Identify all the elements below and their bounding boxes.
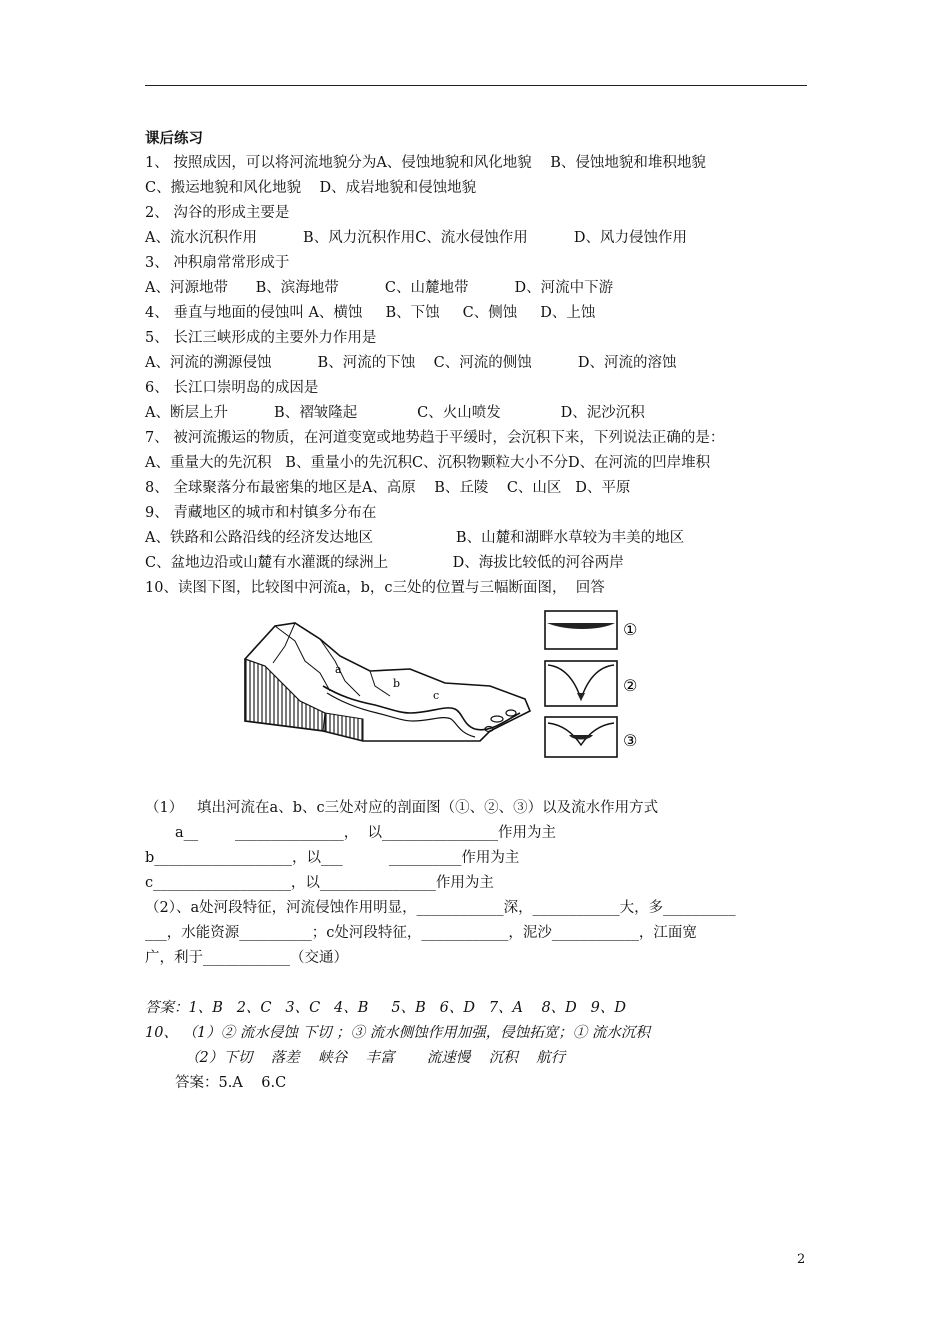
cross-section-1	[545, 611, 617, 649]
header-rule	[145, 85, 807, 86]
question-line: 8、 全球聚落分布最密集的地区是A、高原 B、丘陵 C、山区 D、平原	[145, 480, 631, 496]
question-line: 10、读图下图，比较图中河流a，b，c三处的位置与三幅断面图， 回答	[145, 580, 605, 596]
q10-a-line: a__ _______________， 以________________作用为主	[175, 825, 556, 841]
section-label-1: ①	[623, 620, 638, 639]
q10-b-line: b___________________，以___ __________作用为主	[145, 850, 520, 866]
question-line: A、流水沉积作用 B、风力沉积作用C、流水侵蚀作用 D、风力侵蚀作用	[145, 230, 688, 246]
question-line: 6、 长江口崇明岛的成因是	[145, 380, 319, 396]
question-line: C、搬运地貌和风化地貌 D、成岩地貌和侵蚀地貌	[145, 180, 477, 196]
q10-part2-line: ___，水能资源__________；c处河段特征，____________，泥沙____________，江面宽	[145, 925, 697, 941]
question-line: 2、 沟谷的形成主要是	[145, 205, 290, 221]
q10-part2-line: 广，利于____________（交通）	[145, 950, 348, 966]
question-line: 1、 按照成因，可以将河流地貌分为A、侵蚀地貌和风化地貌 B、侵蚀地貌和堆积地貌	[145, 155, 706, 171]
cross-section-2	[545, 661, 617, 706]
terrain-block	[245, 623, 530, 741]
question-line: A、河流的溯源侵蚀 B、河流的下蚀 C、河流的侧蚀 D、河流的溶蚀	[145, 355, 677, 371]
q10-c-line: c___________________，以________________作用为主	[145, 875, 494, 891]
q10-part2-line: （2）、a处河段特征，河流侵蚀作用明显，____________深，____________大，多__________	[145, 900, 736, 916]
answer-line: 答案：5.A 6.C	[175, 1075, 287, 1091]
spacer	[145, 971, 810, 996]
cross-section-3	[545, 717, 617, 757]
answer-line: 答案：1、B 2、C 3、C 4、B 5、B 6、D 7、A 8、D 9、D	[145, 1000, 626, 1016]
question-line: 4、 垂直与地面的侵蚀叫 A、横蚀 B、下蚀 C、侧蚀 D、上蚀	[145, 305, 596, 321]
section-heading: 课后练习	[145, 130, 203, 147]
answer-line: 10、 （1）② 流水侵蚀 下切 ；③ 流水侧蚀作用加强，侵蚀拓宽；① 流水沉积	[145, 1025, 650, 1041]
question-line: A、重量大的先沉积 B、重量小的先沉积C、沉积物颗粒大小不分D、在河流的凹岸堆积	[145, 455, 711, 471]
q10-intro: （1） 填出河流在a、b、c三处对应的剖面图（①、②、③）以及流水作用方式	[145, 800, 659, 816]
question-line: A、河源地带 B、滨海地带 C、山麓地带 D、河流中下游	[145, 280, 614, 296]
question-line: 9、 青藏地区的城市和村镇多分布在	[145, 505, 377, 521]
river-diagram	[145, 601, 810, 796]
river-figure	[145, 601, 810, 796]
answer-line: （2）下切 落差 峡谷 丰富 流速慢 沉积 航行	[185, 1050, 566, 1066]
section-label-3: ③	[623, 731, 638, 750]
label-b: b	[393, 677, 401, 690]
question-line: 5、 长江三峡形成的主要外力作用是	[145, 330, 377, 346]
question-line: 3、 冲积扇常常形成于	[145, 255, 290, 271]
question-line: A、铁路和公路沿线的经济发达地区 B、山麓和湖畔水草较为丰美的地区	[145, 530, 685, 546]
page-number: 2	[797, 1252, 806, 1267]
label-c: c	[433, 689, 440, 702]
question-line: A、断层上升 B、褶皱隆起 C、火山喷发 D、泥沙沉积	[145, 405, 645, 421]
question-line: C、盆地边沿或山麓有水灌溉的绿洲上 D、海拔比较低的河谷两岸	[145, 555, 624, 571]
section-label-2: ②	[623, 676, 638, 695]
question-line: 7、 被河流搬运的物质，在河道变宽或地势趋于平缓时，会沉积下来，下列说法正确的是：	[145, 430, 725, 446]
label-a: a	[335, 663, 342, 676]
document-body	[145, 126, 810, 1096]
